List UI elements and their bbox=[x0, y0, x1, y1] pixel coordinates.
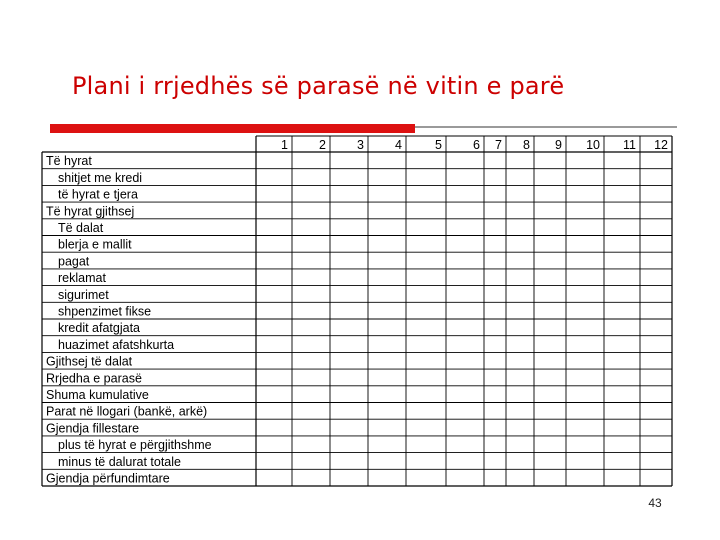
row-label: Të hyrat bbox=[46, 154, 92, 169]
month-header: 2 bbox=[319, 138, 326, 152]
month-header: 9 bbox=[555, 138, 562, 152]
row-label: huazimet afatshkurta bbox=[58, 337, 175, 352]
row-label: Të dalat bbox=[58, 221, 104, 235]
row-label: sigurimet bbox=[58, 287, 109, 302]
row-label: të hyrat e tjera bbox=[58, 187, 138, 202]
row-label: kredit afatgjata bbox=[58, 321, 140, 336]
row-label: Të hyrat gjithsej bbox=[46, 204, 135, 219]
row-label: Rrjedha e parasë bbox=[46, 371, 142, 386]
page-number: 43 bbox=[648, 496, 662, 510]
month-header: 7 bbox=[495, 138, 502, 152]
month-header: 4 bbox=[395, 138, 402, 152]
row-label: Parat në llogari (bankë, arkë) bbox=[46, 404, 208, 419]
row-label: Gjithsej të dalat bbox=[46, 354, 133, 369]
month-header: 1 bbox=[281, 138, 288, 152]
row-label: reklamat bbox=[58, 271, 106, 286]
month-header: 10 bbox=[586, 138, 600, 152]
row-label: pagat bbox=[58, 254, 90, 269]
row-label: minus të dalurat totale bbox=[58, 454, 181, 469]
row-label: Gjendja fillestare bbox=[46, 421, 140, 436]
row-label: blerja e mallit bbox=[58, 237, 132, 252]
row-label: plus të hyrat e përgjithshme bbox=[58, 438, 212, 453]
month-header: 11 bbox=[623, 138, 636, 152]
month-header: 12 bbox=[654, 138, 668, 152]
row-label: shitjet me kredi bbox=[58, 170, 143, 185]
page-title: Plani i rrjedhës së parasë në vitin e parë bbox=[72, 72, 565, 100]
month-header: 5 bbox=[435, 138, 442, 152]
row-label: Gjendja përfundimtare bbox=[46, 471, 170, 486]
row-label: shpenzimet fikse bbox=[58, 304, 152, 319]
month-header: 8 bbox=[523, 138, 530, 152]
month-header: 6 bbox=[473, 138, 480, 152]
month-header: 3 bbox=[357, 138, 364, 152]
row-label: Shuma kumulative bbox=[46, 388, 149, 402]
